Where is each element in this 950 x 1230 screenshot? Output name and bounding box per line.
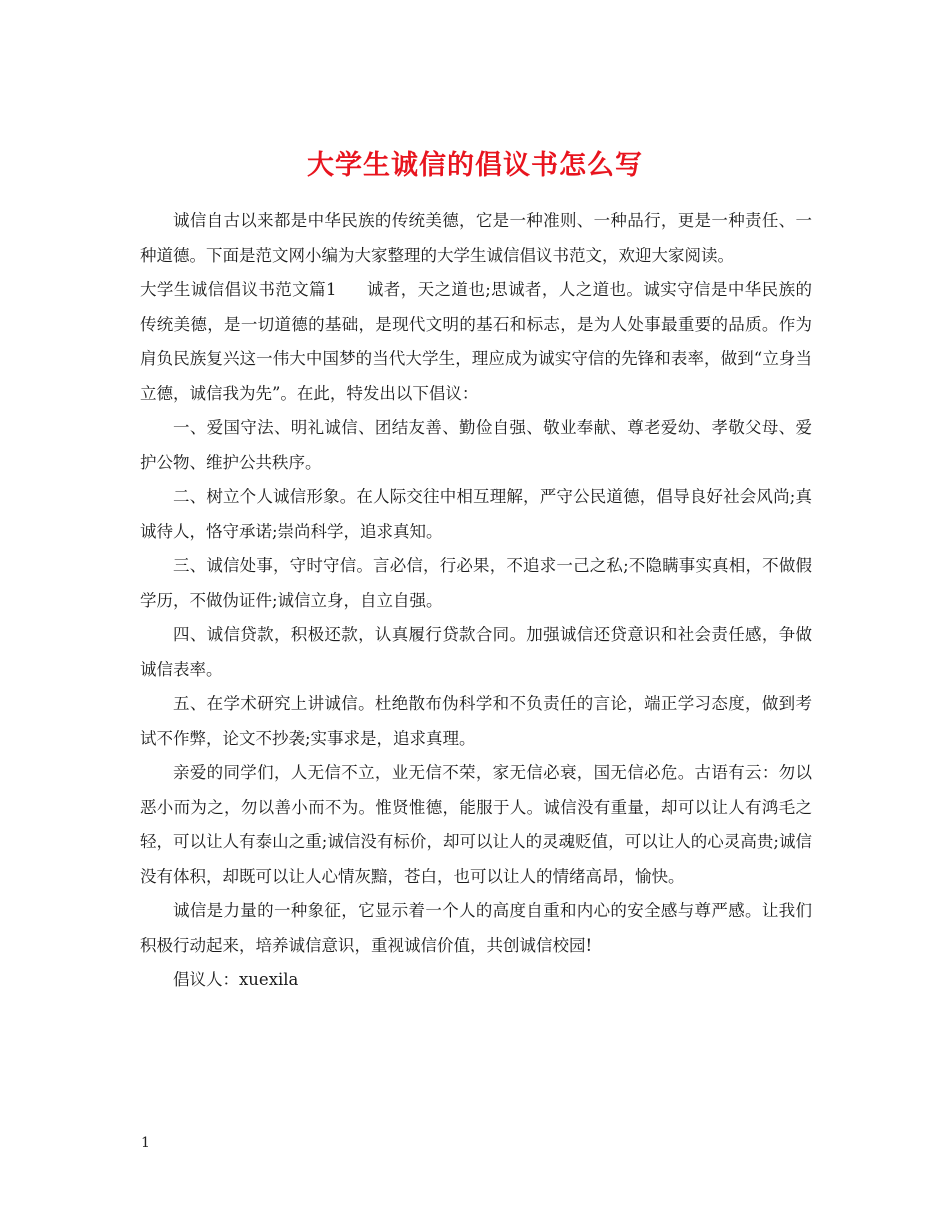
document-title: 大学生诚信的倡议书怎么写	[307, 150, 643, 182]
closing-paragraph: 诚信是力量的一种象征，它显示着一个人的高度自重和内心的安全感与尊严感。让我们积极行动起来，培养诚信意识，重视诚信价值，共创诚信校园!	[140, 901, 812, 955]
signature: 倡议人：xuexila	[173, 970, 299, 989]
intro-paragraph: 诚信自古以来都是中华民族的传统美德，它是一种准则、一种品行，更是一种责任、一种道德。下面是范文网小编为大家整理的大学生诚信倡议书范文，欢迎大家阅读。	[140, 211, 812, 265]
section-heading: 大学生诚信倡议书范文篇1	[140, 280, 337, 299]
appeal-paragraph: 亲爱的同学们，人无信不立，业无信不荣，家无信必衰，国无信必危。古语有云：勿以恶小而为之，勿以善小而不为。惟贤惟德，能服于人。诚信没有重量，却可以让人有鸿毛之轻，可以让人有泰山之重;诚信没有标价，却可以让人的灵魂贬值，可以让人的心灵高贵;诚信没有体积，却既可以让人心情灰黯，苍白，也可以让人的情绪高昂，愉快。	[140, 763, 812, 886]
proposal-item-1: 一、爱国守法、明礼诚信、团结友善、勤俭自强、敬业奉献、尊老爱幼、孝敬父母、爱护公物、维护公共秩序。	[140, 418, 812, 472]
proposal-item-4: 四、诚信贷款，积极还款，认真履行贷款合同。加强诚信还贷意识和社会责任感，争做诚信表率。	[140, 625, 812, 679]
proposal-item-5: 五、在学术研究上讲诚信。杜绝散布伪科学和不负责任的言论，端正学习态度，做到考试不作弊，论文不抄袭;实事求是，追求真理。	[140, 694, 812, 748]
proposal-item-2: 二、树立个人诚信形象。在人际交往中相互理解，严守公民道德，倡导良好社会风尚;真诚待人，恪守承诺;崇尚科学，追求真知。	[140, 487, 812, 541]
document-body	[140, 204, 812, 998]
page-number: 1	[141, 1135, 150, 1151]
proposal-item-3: 三、诚信处事，守时守信。言必信，行必果，不追求一己之私;不隐瞒事实真相，不做假学历，不做伪证件;诚信立身，自立自强。	[140, 556, 812, 610]
section-paragraph	[140, 273, 812, 411]
section-opening: 诚者，天之道也;思诚者，人之道也。诚实守信是中华民族的传统美德，是一切道德的基础，是现代文明的基石和标志，是为人处事最重要的品质。作为肩负民族复兴这一伟大中国梦的当代大学生，理应成为诚实守信的先锋和表率，做到“立身当立德，诚信我为先”。在此，特发出以下倡议：	[140, 280, 812, 403]
